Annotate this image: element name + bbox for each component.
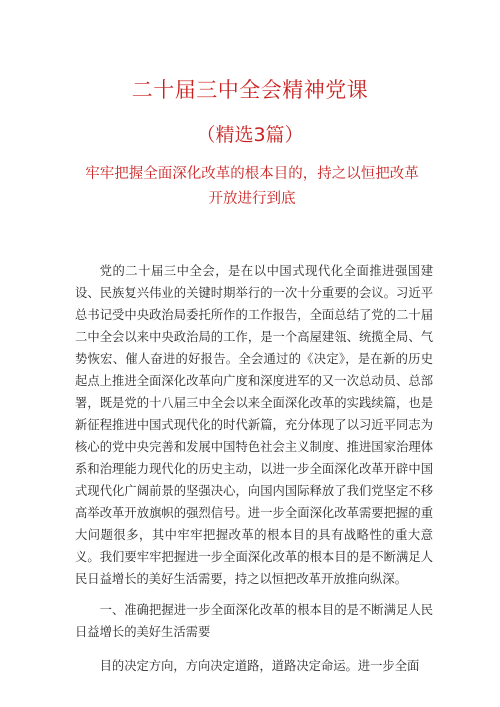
body-paragraph-2: 目的决定方向，方向决定道路，道路决定命运。进一步全面 bbox=[99, 659, 420, 673]
article-body bbox=[75, 260, 433, 686]
body-paragraph-intro: 党的二十届三中全会，是在以中国式现代化全面推进强国建设、民族复兴伟业的关键时期举行的一次十分重要的会议。习近平总书记受中央政治局委托所作的工作报告，全面总结了党的二十届二中全会以来中央政治局的工作，是一个高屋建瓴、统揽全局、气势恢宏、催人奋进的好报告。全会通过的《决定》，是在新的历史起点上推进全面深化改革向广度和深度进军的又一次总动员、总部署，既是党的十八届三中全会以来全面深化改革的实践续篇，也是新征程推进中国式现代化的时代新篇，充分体现了以习近平同志为核心的党中央完善和发展中国特色社会主义制度、推进国家治理体系和治理能力现代化的历史主动，以进一步全面深化改革开辟中国式现代化广阔前景的坚强决心，向国内国际释放了我们党坚定不移高举改革开放旗帜的强烈信号。进一步全面深化改革需要把握的重大问题很多，其中牢牢把握改革的根本目的具有战略性的重大意义。我们要牢牢把握进一步全面深化改革的根本目的是不断满足人民日益增长的美好生活需要，持之以恒把改革开放推向纵深。 bbox=[75, 264, 433, 586]
document-subtitle: （精选3篇） bbox=[196, 124, 304, 146]
section-heading-1: 一、准确把握进一步全面深化改革的根本目的是不断满足人民日益增长的美好生活需要 bbox=[75, 603, 433, 639]
article-headline: 牢牢把握全面深化改革的根本目的，持之以恒把改革开放进行到底 bbox=[85, 166, 419, 207]
document-title: 二十届三中全会精神党课 bbox=[131, 78, 369, 102]
